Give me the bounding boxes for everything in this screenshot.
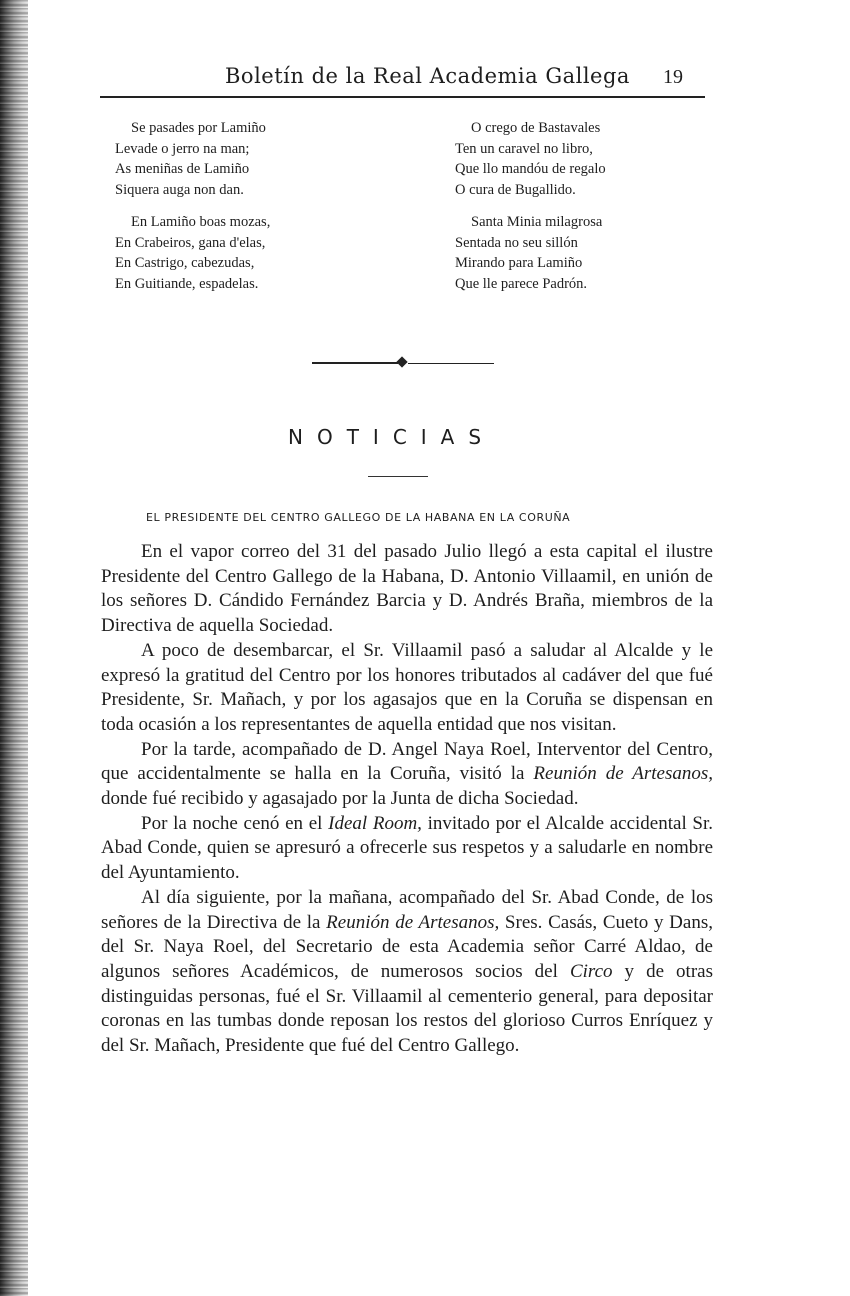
article-body (101, 540, 713, 1059)
title-underline (368, 476, 428, 477)
poem-line: En Lamiño boas mozas, (131, 214, 271, 230)
venue-name: Ideal Room, (328, 812, 422, 834)
poem-line: En Guitiande, espadelas. (115, 275, 259, 292)
venue-name: Reunión de Artesanos, (533, 763, 713, 785)
page-number: 19 (663, 66, 683, 88)
paragraph: Al día siguiente, por la mañana, acompañado del Sr. Abad Conde, de los señores de la Directiva de la Reunión de Artesanos, Sres. Casás, Cueto y Dans, del Sr. Naya Roel, del Secretario de esta Academia señor Carré Aldao, de algunos señores Académicos, de numerosos socios del Circo y de otras distinguidas personas, fué el Sr. Villaamil al cementerio general, para depositar coronas en las tumbas donde reposan los restos del glorioso Curros Enríquez y del Sr. Mañach, Presidente que fué del Centro Gallego. (101, 886, 713, 1057)
poem-line: En Crabeiros, gana d'elas, (115, 234, 266, 251)
paragraph: A poco de desembarcar, el Sr. Villaamil pasó a saludar al Alcalde y le expresó la gratitud del Centro por los honores tributados al cadáver del que fué Presidente, Sr. Mañach, y por los agasajos que en la Coruña se dispensan en toda ocasión a los representantes de aquella entidad que nos visitan. (101, 639, 713, 735)
poem-line: Mirando para Lamiño (455, 255, 583, 271)
stanza (115, 212, 270, 294)
section-title: NOTICIAS (288, 425, 496, 449)
poem-column-left (115, 118, 270, 306)
poem-line: O cura de Bugallido. (455, 181, 576, 198)
venue-name: Circo (569, 960, 613, 982)
poem-column-right (455, 118, 606, 306)
divider-rule (408, 363, 494, 364)
poem-line: As meniñas de Lamiño (115, 161, 250, 177)
stanza (455, 212, 606, 294)
journal-title: Boletín de la Real Academia Gallega (225, 64, 630, 88)
diamond-ornament-icon (396, 356, 407, 367)
running-header (100, 62, 705, 98)
poem-line: O crego de Bastavales (471, 120, 601, 136)
stanza (455, 118, 606, 200)
poem-line: Se pasades por Lamiño (131, 120, 266, 136)
poem-line: Levade o jerro na man; (115, 140, 250, 157)
poem-line: Siquera auga non dan. (115, 181, 244, 198)
article-heading: EL PRESIDENTE DEL CENTRO GALLEGO DE LA HABANA EN LA CORUÑA (146, 511, 571, 524)
scan-binding-edge (0, 0, 28, 1296)
paragraph: Por la tarde, acompañado de D. Angel Naya Roel, Interventor del Centro, que accidentalmente se halla en la Coruña, visitó la Reunión de Artesanos, donde fué recibido y agasajado por la Junta de dicha Sociedad. (101, 738, 713, 810)
poem-line: Que lle parece Padrón. (455, 275, 588, 292)
poem-line: Sentada no seu sillón (455, 234, 578, 251)
poem-line: Ten un caravel no libro, (455, 140, 593, 157)
poem-line: Que llo mandóu de regalo (455, 161, 606, 177)
stanza (115, 118, 270, 200)
poem-line: En Castrigo, cabezudas, (115, 255, 255, 271)
paragraph: En el vapor correo del 31 del pasado Julio llegó a esta capital el ilustre Presidente del Centro Gallego de la Habana, D. Antonio Villaamil, en unión de los señores D. Cándido Fernández Barcia y D. Andrés Braña, miembros de la Directiva de aquella Sociedad. (101, 541, 713, 637)
venue-name: Reunión de Artesanos, (326, 911, 500, 933)
divider-rule (312, 362, 398, 364)
section-divider-ornament (312, 358, 494, 368)
paragraph: Por la noche cenó en el Ideal Room, invitado por el Alcalde accidental Sr. Abad Conde, quien se apresuró a ofrecerle sus respetos y a saludarle en nombre del Ayuntamiento. (101, 812, 714, 884)
poem-line: Santa Minia milagrosa (471, 214, 603, 230)
